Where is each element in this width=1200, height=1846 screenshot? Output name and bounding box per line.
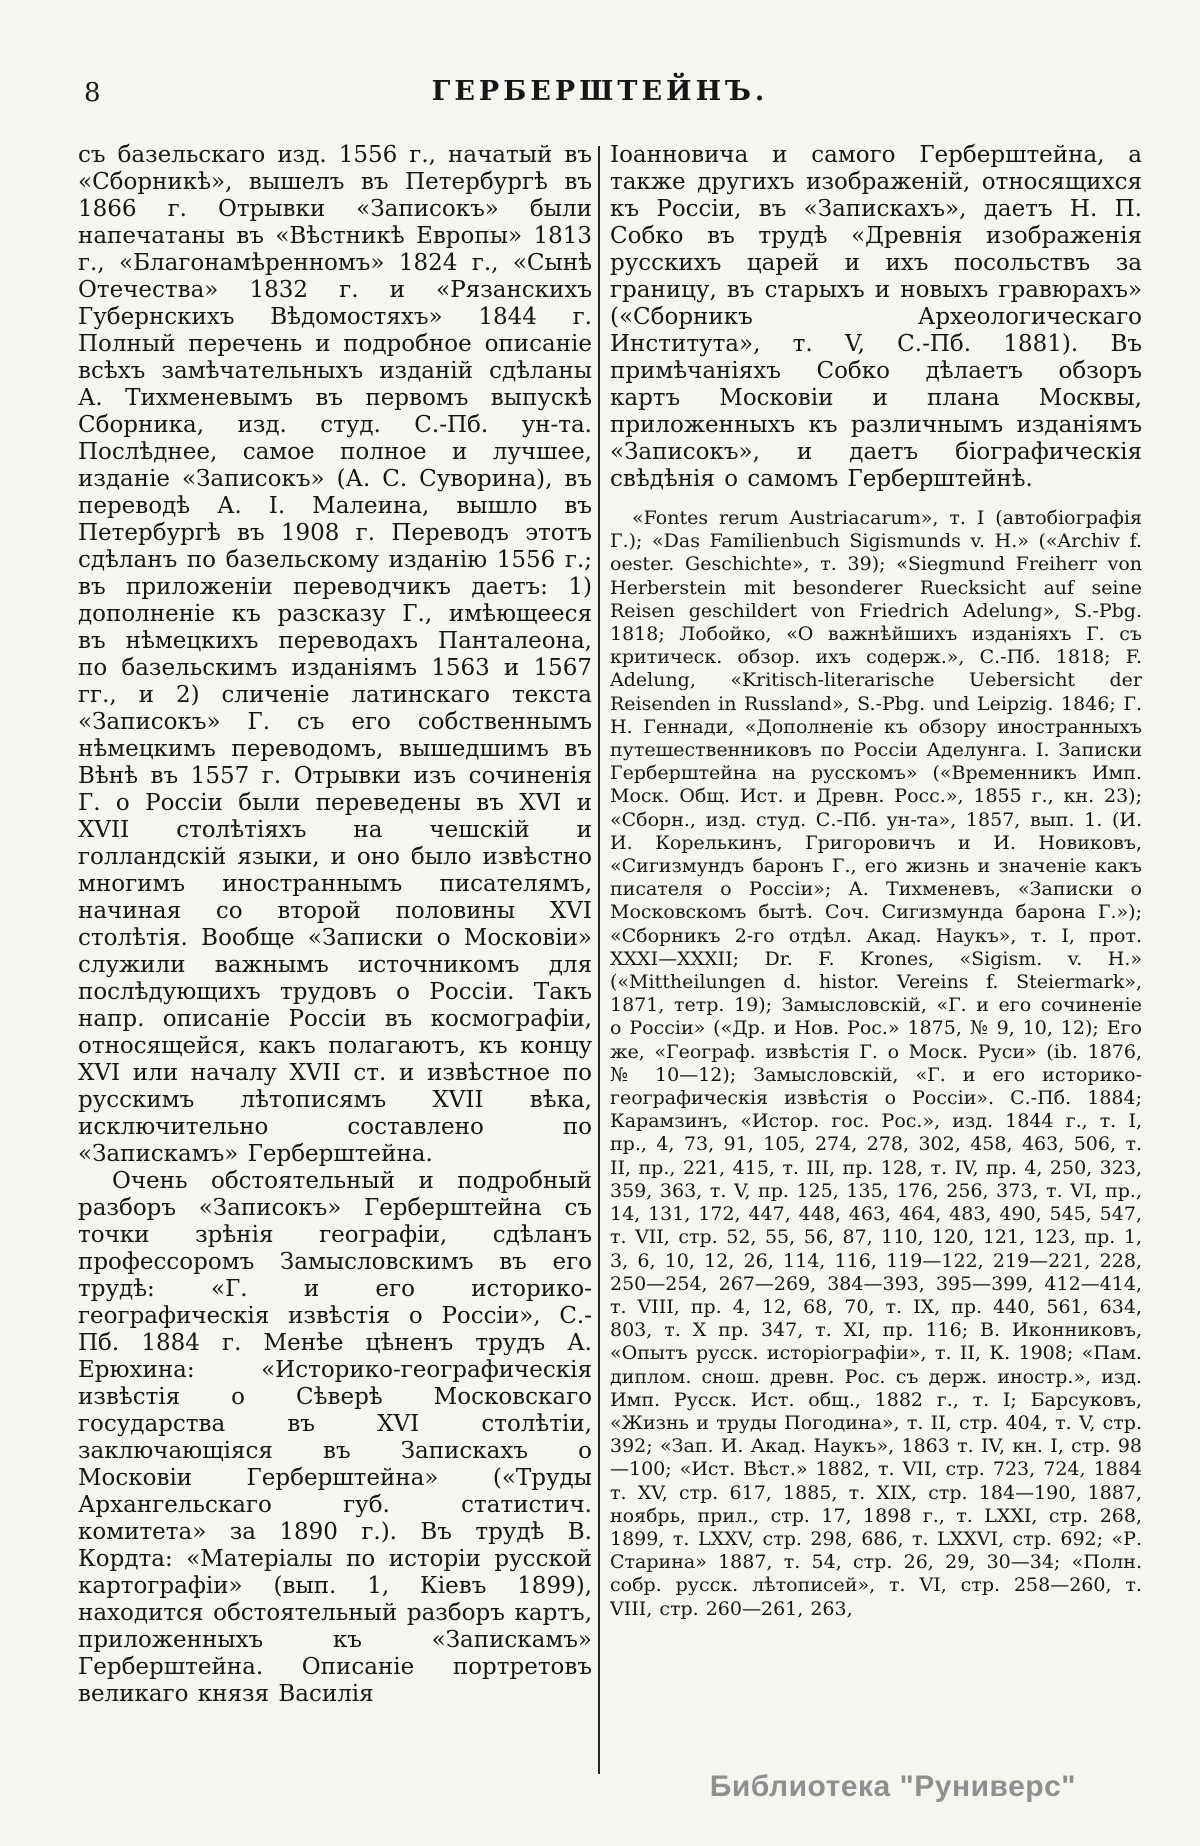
- right-column-bibliography: «Fontes rerum Austriacarum», т. I (автобіографія Г.); «Das Familienbuch Sigismunds v. H.» («Archiv f. oester. Geschichte», т. 39); «Siegmund Freiherr von Herberstein mit besonderer Ruecksicht auf seine Reisen geschildert von Friedrich Adelung», S.-Pbg. 1818; Лобойко, «О важнѣйшихъ изданіяхъ Г. съ критическ. обзор. ихъ содерж.», С.-Пб. 1818; F. Adelung, «Kritisch-literarische Uebersicht der Reisenden in Russland», S.-Pbg. und Leipzig. 1846; Г. Н. Геннади, «Дополненіе къ обзору иностранныхъ путешественниковъ по Россіи Аделунга. І. Записки Герберштейна на русскомъ» («Временникъ Имп. Моск. Общ. Ист. и Древн. Росс.», 1855 г., кн. 23); «Сборн., изд. студ. С.-Пб. ун-та», 1857, вып. 1. (И. И. Корелькинъ, Григоровичъ и И. Новиковъ, «Сигизмундъ баронъ Г., его жизнь и значеніе какъ писателя о Россіи»; А. Тихменевъ, «Записки о Московскомъ бытѣ. Соч. Сигизмунда барона Г.»); «Сборникъ 2-го отдѣл. Акад. Наукъ», т. I, прот. XXXI—XXXII; Dr. F. Krones, «Sigism. v. H.» («Mittheilungen d. histor. Vereins f. Steiermark», 1871, тетр. 19); Замысловскій, «Г. и его сочиненіе о Россіи» («Др. и Нов. Рос.» 1875, № 9, 10, 12); Его же, «Географ. извѣстія Г. о Моск. Руси» (ib. 1876, № 10—12); Замысловскій, «Г. и его историко-географическія извѣстія о Россіи». С.-Пб. 1884; Карамзинъ, «Истор. гос. Рос.», изд. 1844 г., т. I, пр., 4, 73, 91, 105, 274, 278, 302, 458, 463, 506, т. II, пр., 221, 415, т. III, пр. 128, т. IV, пр. 4, 250, 323, 359, 363, т. V, пр. 125, 135, 176, 256, 373, т. VI, пр., 14, 131, 172, 447, 448, 463, 464, 483, 490, 545, 547, т. VII, стр. 52, 55, 56, 87, 110, 120, 121, 123, пр. 1, 3, 6, 10, 12, 26, 114, 116, 119—122, 219—221, 228, 250—254, 267—269, 384—393, 395—399, 412—414, т. VIII, пр. 4, 12, 68, 70, т. IX, пр. 440, 561, 634, 803, т. X пр. 347, т. XI, пр. 116; В. Иконниковъ, «Опытъ русск. исторіографіи», т. II, К. 1908; «Пам. диплом. снош. древн. Рос. съ держ. иностр.», изд. Имп. Русск. Ист. общ., 1882 г., т. I; Барсуковъ, «Жизнь и труды Погодина», т. II, стр. 404, т. V, стр. 392; «Зап. И. Акад. Наукъ», 1863 т. IV, кн. I, стр. 98—100; «Ист. Вѣст.» 1882, т. VII, стр. 723, 724, 1884 т. XV, стр. 617, 1885, т. XIX, стр. 184—190, 1887, ноябрь, прил., стр. 17, 1898 г., т. LXXI, стр. 268, 1899, т. LXXV, стр. 298, 686, т. LXXVI, стр. 692; «Р. Старина» 1887, т. 54, стр. 26, 29, 30—34; «Полн. собр. русск. лѣтописей», т. VI, стр. 258—260, т. VIII, стр. 260—261, 263,: [610, 507, 1142, 1620]
- left-column: [78, 142, 592, 1708]
- column-divider-rule: [598, 146, 600, 1774]
- left-column-paragraph-continuation: съ базельскаго изд. 1556 г., начатый въ «Сборникѣ», вышелъ въ Петербургѣ въ 1866 г. Отрывки «Записокъ» были напечатаны въ «Вѣстникѣ Европы» 1813 г., «Благонамѣренномъ» 1824 г., «Сынѣ Отечества» 1832 г. и «Рязанскихъ Губернскихъ Вѣдомостяхъ» 1844 г. Полный перечень и подробное описаніе всѣхъ замѣчательныхъ изданій сдѣланы А. Тихменевымъ въ первомъ выпускѣ Сборника, изд. студ. С.-Пб. ун-та. Послѣднее, самое полное и лучшее, изданіе «Записокъ» (А. С. Суворина), въ переводѣ А. І. Малеина, вышло въ Петербургѣ въ 1908 г. Переводъ этотъ сдѣланъ по базельскому изданію 1556 г.; въ приложеніи переводчикъ даетъ: 1) дополненіе къ разсказу Г., имѣющееся въ нѣмецкихъ переводахъ Панталеона, по базельскимъ изданіямъ 1563 и 1567 гг., и 2) сличеніе латинскаго текста «Записокъ» Г. съ его собственнымъ нѣмецкимъ переводомъ, вышедшимъ въ Вѣнѣ въ 1557 г. Отрывки изъ сочиненія Г. о Россіи были переведены въ XVI и XVII столѣтіяхъ на чешскій и голландскій языки, и оно было извѣстно многимъ иностраннымъ писателямъ, начиная со второй половины XVI столѣтія. Вообще «Записки о Московіи» служили важнымъ источникомъ для послѣдующихъ трудовъ о Россіи. Такъ напр. описаніе Россіи въ космографіи, относящейся, какъ полагаютъ, къ концу XVI или началу XVII ст. и извѣстное по русскимъ лѣтописямъ XVII вѣка, исключительно составлено по «Запискамъ» Герберштейна.: [78, 142, 592, 1167]
- right-column: [610, 142, 1142, 1621]
- left-column-paragraph-review: Очень обстоятельный и подробный разборъ «Записокъ» Герберштейна съ точки зрѣнія географіи, сдѣланъ профессоромъ Замысловскимъ въ его трудѣ: «Г. и его историко-географическія извѣстія о Россіи», С.-Пб. 1884 г. Менѣе цѣненъ трудъ А. Ерюхина: «Историко-географическія извѣстія о Сѣверѣ Московскаго государства въ XVI столѣтіи, заключающіяся въ Запискахъ о Московіи Герберштейна» («Труды Архангельскаго губ. статистич. комитета» за 1890 г.). Въ трудѣ В. Кордта: «Матеріалы по исторіи русской картографіи» (вып. 1, Кіевъ 1899), находится обстоятельный разборъ картъ, приложенныхъ къ «Запискамъ» Герберштейна. Описаніе портретовъ великаго князя Василія: [78, 1168, 592, 1707]
- page-title: ГЕРБЕРШТЕЙНЪ.: [431, 76, 769, 107]
- page-number: 8: [84, 78, 101, 108]
- runivers-library-watermark: Библиотека "Руниверс": [709, 1770, 1076, 1803]
- right-column-paragraph-continuation: Іоанновича и самого Герберштейна, а также другихъ изображеній, относящихся къ Россіи, въ «Запискахъ», даетъ Н. П. Собко въ трудѣ «Древнія изображенія русскихъ царей и ихъ посольствъ за границу, въ старыхъ и новыхъ гравюрахъ» («Сборникъ Археологическаго Института», т. V, С.-Пб. 1881). Въ примѣчаніяхъ Собко дѣлаетъ обзоръ картъ Московіи и плана Москвы, приложенныхъ къ различнымъ изданіямъ «Записокъ», и даетъ біографическія свѣдѣнія о самомъ Герберштейнѣ.: [610, 142, 1142, 492]
